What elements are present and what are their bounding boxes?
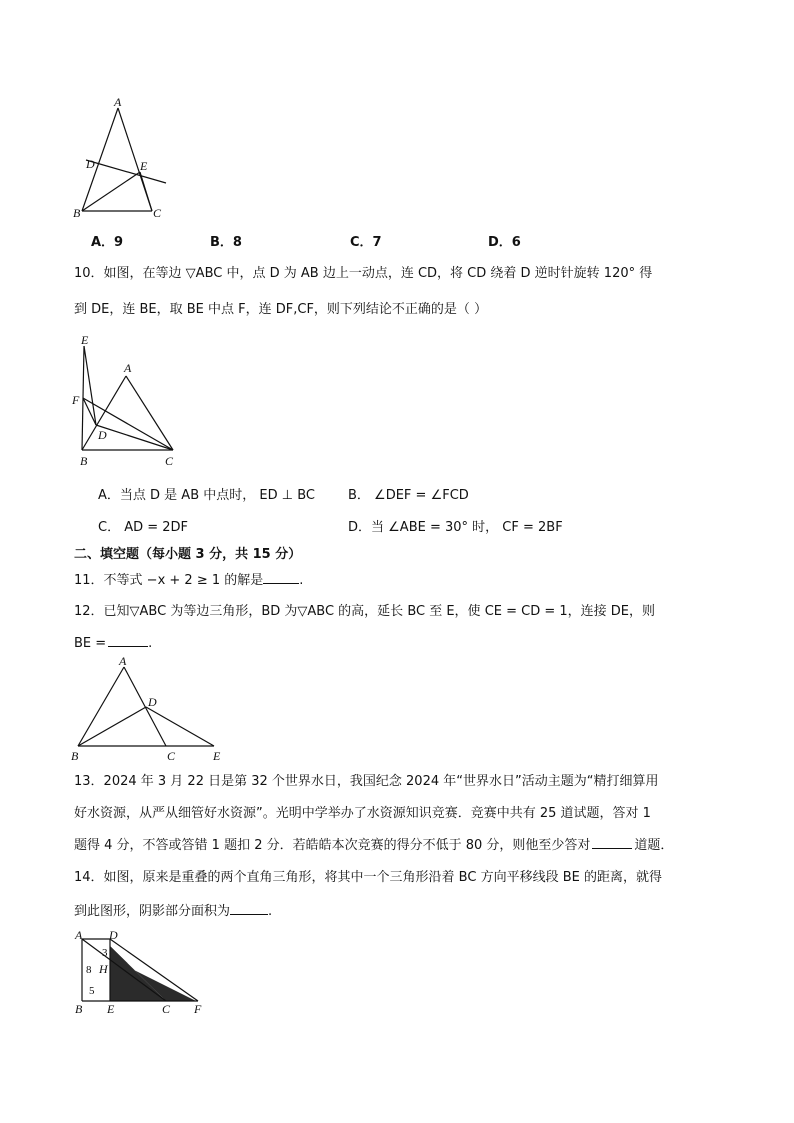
fig14-label-8: 8 (86, 964, 92, 976)
q13-text-line2: 好水资源，从严从细管好水资源”。光明中学举办了水资源知识竞赛．竞赛中共有 25 道试题，答对 1 (74, 806, 651, 821)
q10-option-d: D．当 ∠ABE = 30° 时， CF = 2BF (348, 520, 563, 535)
fig9-label-d: D (86, 157, 95, 171)
fig12-label-e: E (213, 749, 221, 763)
fig14-label-h: H (99, 962, 108, 976)
q10-option-a: A．当点 D 是 AB 中点时， ED ⊥ BC (98, 488, 315, 503)
fig10-label-a: A (124, 361, 132, 375)
fig14-label-5: 5 (89, 985, 95, 997)
fig14-label-e: E (107, 1002, 115, 1016)
q12-tail: . (148, 636, 153, 651)
fig9-label-e: E (140, 159, 148, 173)
q13-question: 题得 4 分，不答或答错 1 题扣 2 分．若皓皓本次竞赛的得分不低于 80 分，则他至少答对 (74, 838, 591, 853)
q14-tail: . (268, 904, 273, 919)
section-heading: 二、填空题（每小题 3 分，共 15 分） (74, 547, 302, 562)
q11-question: 11．不等式 −x + 2 ≥ 1 的解是 (74, 573, 264, 588)
q14-question: 到此图形，阴影部分面积为 (74, 904, 231, 919)
q9-option-a: A．9 (91, 235, 124, 250)
fig10-label-f: F (72, 393, 80, 407)
q9-option-d: D．6 (488, 235, 521, 250)
q13-text-line1: 13．2024 年 3 月 22 日是第 32 个世界水日，我国纪念 2024 年“世界水日”活动主题为“精打细算用 (74, 774, 659, 789)
fig9-label-b: B (73, 206, 81, 220)
q10-option-c: C． AD = 2DF (98, 520, 189, 535)
q14-text-line1: 14．如图，原来是重叠的两个直角三角形，将其中一个三角形沿着 BC 方向平移线段 BE 的距离，就得 (74, 870, 662, 885)
q9-option-b: B．8 (210, 235, 242, 250)
fig12-label-b: B (71, 749, 79, 763)
fig10-label-e: E (81, 333, 89, 347)
q10-text-line1: 10．如图，在等边 ▽ABC 中，点 D 为 AB 边上一动点，连 CD，将 CD 绕着 D 逆时针旋转 120° 得 (74, 266, 653, 281)
fig10-label-b: B (80, 454, 88, 468)
q11-tail: . (299, 573, 304, 588)
fig10-label-c: C (165, 454, 174, 468)
fig14-label-a: A (75, 928, 83, 942)
q9-option-c: C．7 (350, 235, 382, 250)
q12-lhs: BE = (74, 636, 107, 651)
q10-text-line2: 到 DE，连 BE，取 BE 中点 F，连 DF,CF，则下列结论不正确的是（ ） (74, 302, 488, 317)
fig14-label-d: D (109, 928, 118, 942)
fig12-label-c: C (167, 749, 176, 763)
q13-tail: 道题． (634, 838, 674, 853)
fig12-label-a: A (119, 654, 127, 668)
fig9-label-a: A (114, 95, 122, 109)
fig14-label-3: 3 (102, 947, 108, 959)
fig10-label-d: D (98, 428, 107, 442)
q10-option-b: B． ∠DEF = ∠FCD (348, 488, 469, 503)
fig12-label-d: D (148, 695, 157, 709)
fig14-label-b: B (75, 1002, 83, 1016)
fig14-label-c: C (162, 1002, 171, 1016)
q12-text-line1: 12．已知▽ABC 为等边三角形，BD 为▽ABC 的高，延长 BC 至 E，使 CE = CD = 1，连接 DE，则 (74, 604, 656, 619)
fig9-label-c: C (153, 206, 162, 220)
fig14-label-f: F (194, 1002, 202, 1016)
